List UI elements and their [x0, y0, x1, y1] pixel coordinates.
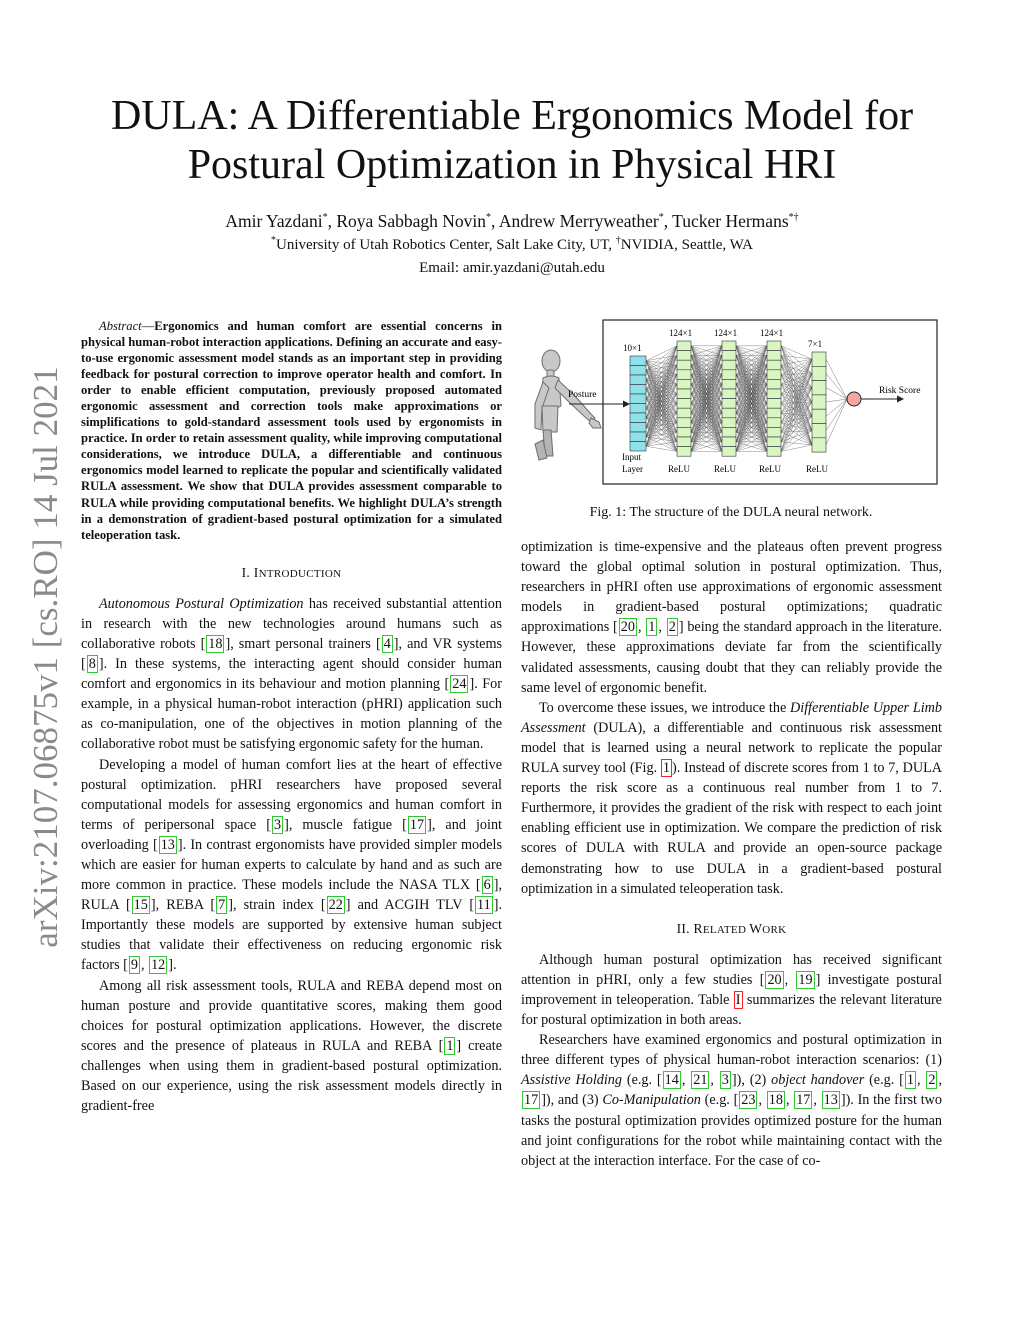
- citation-link[interactable]: 3: [721, 1072, 729, 1089]
- hidden-layer-cell: [812, 424, 826, 438]
- hidden-layer-cell: [722, 437, 736, 447]
- table-link[interactable]: I: [735, 991, 741, 1008]
- hidden-layer-cell: [767, 379, 781, 389]
- author-email: Email: amir.yazdani@utah.edu: [419, 260, 605, 276]
- human-figure-icon: [535, 350, 601, 460]
- hidden-layer-cell: [677, 360, 691, 370]
- hidden-layer-cell: [722, 360, 736, 370]
- affiliations: *University of Utah Robotics Center, Salt Lake City, UT, †NVIDIA, Seattle, WA: [271, 235, 753, 253]
- hidden-layer-cell: [722, 447, 736, 457]
- input-layer-cell: [630, 375, 646, 385]
- citation-link[interactable]: 3: [273, 816, 282, 833]
- hidden-layer-cell: [812, 366, 826, 380]
- citation-link[interactable]: 8: [88, 656, 96, 673]
- citation-link[interactable]: 7: [218, 897, 226, 914]
- hidden-layer-cell: [677, 408, 691, 418]
- hidden-layer-cell: [722, 427, 736, 437]
- input-label: Posture: [568, 390, 597, 400]
- citation-link[interactable]: 13: [160, 836, 175, 853]
- author: Amir Yazdani: [225, 211, 323, 231]
- output-node: [847, 392, 861, 406]
- citation-link[interactable]: 9: [130, 957, 138, 974]
- hidden-layer-cell: [767, 437, 781, 447]
- hidden-layer-cell: [812, 381, 826, 395]
- hidden-layer-cell: [677, 418, 691, 428]
- citation-link[interactable]: 14: [664, 1072, 679, 1089]
- hidden-layer-cell: [767, 418, 781, 428]
- hidden-layer-cell: [677, 379, 691, 389]
- hidden-layer-cell: [677, 399, 691, 409]
- input-layer-cell: [630, 432, 646, 442]
- hidden-layer-cell: [767, 389, 781, 399]
- citation-link[interactable]: 1: [648, 619, 656, 636]
- input-layer-cell: [630, 423, 646, 433]
- hidden-layer-cell: [722, 370, 736, 380]
- hidden-layer-cell: [812, 409, 826, 423]
- citation-link[interactable]: 13: [823, 1092, 838, 1109]
- section-heading-introduction: I. INTRODUCTION: [241, 564, 342, 580]
- hidden-size-label: 124×1: [760, 328, 784, 338]
- intro-paragraph-4: optimization is time-expensive and the plateaus often prevent progress toward the global optimal solution in postural optimization. Thus, researchers in pHRI often use approximations of ergonomic assessment models in gradient-based postural optimizations; quadratic approximations [ 20 , 1 , 2 ] being the standard approach in the literature. However, these approximations deviate far from the scientifically validated assessments, causing doubt that they can reliably provide the same level of ergonomic benefit.: [521, 539, 943, 696]
- output-label: Risk Score: [879, 386, 921, 396]
- figure-caption: Fig. 1: The structure of the DULA neural network.: [589, 505, 873, 520]
- citation-link[interactable]: 18: [768, 1092, 783, 1109]
- hidden-layer-cell: [722, 399, 736, 409]
- citation-link[interactable]: 1: [446, 1037, 454, 1054]
- author: Andrew Merryweather: [498, 211, 659, 231]
- hidden-layer-cell: [767, 341, 781, 351]
- citation-link[interactable]: 1: [906, 1072, 914, 1089]
- left-column: [81, 318, 502, 1116]
- paper-title: DULA: A Differentiable Ergonomics Model for Postural Optimization in Physical HRI: [110, 93, 914, 188]
- hidden-layer-cell: [677, 437, 691, 447]
- citation-link[interactable]: 20: [767, 971, 782, 988]
- author: Roya Sabbagh Novin: [336, 211, 487, 231]
- hidden-layer-cell: [722, 341, 736, 351]
- hidden-layer-cell: [812, 395, 826, 409]
- hidden-size-label: 124×1: [669, 328, 693, 338]
- hidden-layer-cell: [767, 399, 781, 409]
- input-layer-cell: [630, 356, 646, 366]
- activation-label: ReLU: [668, 464, 690, 474]
- hidden-layer-cell: [722, 379, 736, 389]
- citation-link[interactable]: 12: [151, 957, 166, 974]
- hidden-layer-cell: [722, 408, 736, 418]
- citation-link[interactable]: 19: [798, 971, 813, 988]
- input-layer-cell: [630, 366, 646, 376]
- author: Tucker Hermans: [672, 211, 789, 231]
- hidden-layer-cell: [722, 351, 736, 361]
- hidden-layer-cell: [812, 438, 826, 452]
- hidden-layer-cell: [677, 427, 691, 437]
- citation-link[interactable]: 23: [741, 1092, 756, 1109]
- citation-link[interactable]: 11: [477, 897, 491, 914]
- figure-link[interactable]: 1: [662, 760, 670, 777]
- network-diagram: [521, 318, 941, 508]
- right-column: [521, 537, 942, 1171]
- input-layer-cell: [630, 394, 646, 404]
- citation-link[interactable]: 17: [796, 1092, 811, 1109]
- hidden-layer-cell: [677, 370, 691, 380]
- hidden-layer-cell: [677, 447, 691, 457]
- input-size-label: 10×1: [623, 343, 642, 353]
- abstract: Abstract—Ergonomics and human comfort are essential concerns in physical human-robot interaction applications. Defining an accurate and easy-to-use ergonomic assessment model stands as an important step in providing feedback for postural correction to improve operator health and comfort. In order to enable efficient computation, previously proposed automated ergonomic assessment and correction tools make approximations or simplifications to gold-standard assessment tools used by ergonomists in practice. In order to retain assessment quality, while improving computational considerations, we introduce DULA, a differentiable and continuous ergonomics model learned to replicate the popular and scientifically validated RULA assessment. We show that DULA provides assessment comparable to RULA while providing computational benefits. We highlight DULA’s strength in a demonstration of gradient-based postural optimization for a simulated teleoperation task.: [81, 319, 502, 542]
- citation-link[interactable]: 20: [620, 619, 635, 636]
- input-layer-cell: [630, 385, 646, 395]
- input-layer-cell: [630, 413, 646, 423]
- hidden-size-label: 7×1: [808, 339, 823, 349]
- hidden-layer-cell: [677, 389, 691, 399]
- input-layer-label: Input: [622, 452, 641, 462]
- citation-link[interactable]: 4: [383, 635, 391, 652]
- citation-link[interactable]: 24: [452, 676, 467, 693]
- related-paragraph-1: Although human postural optimization has received significant attention in pHRI, only a few studies [ 20 , 19 ] investigate postural improvement in teleoperation. Table I summarizes the relevant literature for postural optimization in both areas.: [521, 951, 943, 1029]
- hidden-layer-cell: [767, 351, 781, 361]
- citation-link[interactable]: 6: [483, 877, 491, 894]
- intro-paragraph-1: Autonomous Postural Optimization has received substantial attention in research with the new technologies around humans such as collaborative robots [ 18 ], smart personal trainers [ 4 ], and VR systems [ 8 ]. In these systems, the interacting agent should consider human comfort and ergonomics in its behaviour and motion planning [ 24 ]. For example, in a physical human-robot interaction (pHRI) application such as co-manipulation, one of the objectives in motion planning of the collaborative robot must be satisfying ergonomic safety for the human.: [81, 595, 502, 753]
- citation-link[interactable]: 17: [409, 816, 425, 833]
- activation-label: ReLU: [806, 464, 828, 474]
- hidden-layer-cell: [767, 408, 781, 418]
- citation-link[interactable]: 18: [208, 635, 223, 652]
- input-layer-cell: [630, 442, 646, 452]
- activation-label: ReLU: [759, 464, 781, 474]
- citation-link[interactable]: 2: [928, 1072, 936, 1089]
- author-list: Amir Yazdani*, Roya Sabbagh Novin*, Andrew Merryweather*, Tucker Hermans*†: [225, 211, 799, 231]
- hidden-layer-cell: [812, 352, 826, 366]
- figure-network-structure: [521, 318, 941, 508]
- intro-paragraph-2: Developing a model of human comfort lies at the heart of effective postural optimization. pHRI researchers have proposed several computational models for assessing ergonomics and human comfort in terms of peripersonal space [ 3 ], muscle fatigue [ 17 ], and joint overloading [ 13 ]. In contrast ergonomists have provided simpler models which are easier for human experts to calculate by hand and as such are more common in practice. These models include the NASA TLX [ 6 ], RULA [ 15 ], REBA [ 7 ], strain index [ 22 ] and ACGIH TLV [ 11 ]. Importantly these models are supported by extensive human subject studies that validate their effectiveness on reducing ergonomic risk factors [ 9 , 12 ].: [81, 756, 502, 974]
- citation-link[interactable]: 17: [524, 1092, 539, 1109]
- hidden-layer-cell: [767, 370, 781, 380]
- arxiv-identifier: arXiv:2107.06875v1 [cs.RO] 14 Jul 2021: [26, 366, 65, 948]
- intro-paragraph-3: Among all risk assessment tools, RULA and REBA depend most on human posture and provide quantitative scores, making them good choices for postural optimization applications. However, the discrete scores and the presence of plateaus in RULA and REBA [ 1 ] create challenges when using them in gradient-based postural optimization. Based on our experience, using the risk assessment models directly in gradient-free: [81, 977, 503, 1115]
- citation-link[interactable]: 22: [328, 897, 343, 914]
- section-heading-related-work: II. RELATED WORK: [676, 920, 787, 936]
- hidden-layer-cell: [767, 427, 781, 437]
- hidden-size-label: 124×1: [714, 328, 738, 338]
- hidden-layer-cell: [677, 351, 691, 361]
- activation-label: ReLU: [714, 464, 736, 474]
- intro-paragraph-5: To overcome these issues, we introduce the Differentiable Upper Limb Assessment (DULA), a differentiable and continuous risk assessment model that is learned using a neural network to replicate the popular RULA survey tool (Fig. 1 ). Instead of discrete scores from 1 to 7, DULA reports the risk score as a continuous real number from 1 to 7. Furthermore, it provides the gradient of the risk with respect to each joint enabling efficient use in optimization. We compare the prediction of risk scores of DULA with RULA and provide an open-source package demonstrating how to use DULA in a gradient-based postural optimization in a simulated teleoperation task.: [521, 699, 942, 897]
- citation-link[interactable]: 21: [693, 1072, 708, 1089]
- hidden-layer-cell: [767, 447, 781, 457]
- citation-link[interactable]: 15: [133, 897, 148, 914]
- hidden-layer-cell: [677, 341, 691, 351]
- input-layer-label: Layer: [622, 464, 643, 474]
- related-paragraph-2: Researchers have examined ergonomics and postural optimization in three different types of physical human-robot interaction scenarios: (1) Assistive Holding (e.g. [ 14 , 21 , 3 ]), (2) object handover (e.g. [ 1 , 2 , 17 ]), and (3) Co-Manipulation (e.g. [ 23 , 18 , 17 , 13 ]). In the first two tasks the postural optimization provides optimized posture for the human and joint configurations for the robot while maintaining contact with the object at the interaction interface. For the case of co-: [521, 1032, 943, 1169]
- hidden-layer-cell: [722, 418, 736, 428]
- citation-link[interactable]: 2: [668, 619, 676, 636]
- hidden-layer-cell: [722, 389, 736, 399]
- input-layer-cell: [630, 404, 646, 414]
- hidden-layer-cell: [767, 360, 781, 370]
